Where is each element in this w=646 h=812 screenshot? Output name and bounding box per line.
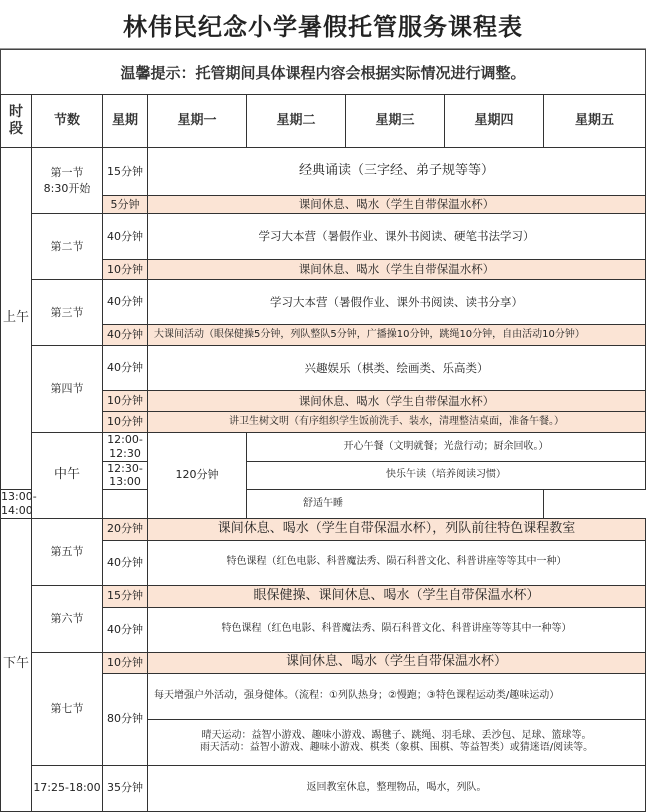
activity: 开心午餐（文明就餐；光盘行动；厨余回收。）: [247, 433, 646, 462]
duration: 40分钟: [103, 280, 148, 325]
period-morning: 上午: [1, 148, 32, 490]
noon-time: 12:30-13:00: [103, 461, 148, 490]
page-title: 林伟民纪念小学暑假托管服务课程表: [0, 0, 646, 49]
session-2: 第二节: [32, 214, 103, 280]
duration: 40分钟: [103, 607, 148, 652]
session-5: 第五节: [32, 518, 103, 585]
activity: 特色课程（红色电影、科普魔法秀、陨石科普文化、科普讲座等等其中一种）: [148, 540, 646, 585]
session-start: 8:30开始: [43, 181, 91, 195]
header-day-5: 星期五: [544, 95, 646, 148]
activity: 经典诵读（三字经、弟子规等等）: [148, 148, 646, 196]
duration: 10分钟: [103, 391, 148, 412]
rainy-activities: 雨天活动：益智小游戏、趣味小游戏、棋类（象棋、围棋、等益智类）或猜迷语/阅读等。: [199, 742, 594, 753]
session-4: 第四节: [32, 346, 103, 433]
noon-duration: 120分钟: [148, 433, 247, 519]
activity: 课间休息、喝水（学生自带保温水杯）: [148, 260, 646, 280]
schedule-table: [0, 94, 646, 812]
activity: 课间休息、喝水（学生自带保温水杯）: [148, 391, 646, 412]
duration: 40分钟: [103, 325, 148, 346]
duration: 40分钟: [103, 540, 148, 585]
activity: 课间休息、喝水（学生自带保温水杯）: [148, 196, 646, 214]
noon-time: 12:00-12:30: [103, 433, 148, 462]
table-row: [1, 214, 646, 260]
activity: 快乐午读（培养阅读习惯）: [247, 461, 646, 490]
header-row: [1, 95, 646, 148]
header-session: 节数: [32, 95, 103, 148]
activity: 讲卫生树文明（有序组织学生饭前洗手、装水，清理整洁桌面，准备午餐。）: [148, 412, 646, 433]
duration: 10分钟: [103, 260, 148, 280]
header-period: 时段: [1, 95, 32, 148]
table-row: [1, 433, 646, 462]
session-3: 第三节: [32, 280, 103, 346]
noon-time: 13:00-14:00: [1, 490, 37, 517]
duration: 40分钟: [103, 214, 148, 260]
notice-banner: 温馨提示：托管期间具体课程内容会根据实际情况进行调整。: [0, 49, 646, 95]
activity: 学习大本营（暑假作业、课外书阅读、硬笔书法学习）: [148, 214, 646, 260]
duration: 15分钟: [103, 148, 148, 196]
duration: 40分钟: [103, 346, 148, 391]
table-row: [1, 148, 646, 196]
duration: 20分钟: [103, 518, 148, 540]
activity: 课间休息、喝水（学生自带保温水杯），列队前往特色课程教室: [148, 518, 646, 540]
table-row: [1, 765, 646, 811]
header-day-4: 星期四: [445, 95, 544, 148]
activity: 兴趣娱乐（棋类、绘画类、乐高类）: [148, 346, 646, 391]
activity: 返回教室休息，整理物品，喝水，列队。: [148, 765, 646, 811]
duration: 10分钟: [103, 652, 148, 673]
duration: 15分钟: [103, 585, 148, 607]
activity: 课间休息、喝水（学生自带保温水杯）: [148, 652, 646, 673]
session-1: [32, 148, 103, 214]
period-afternoon: 下午: [1, 518, 32, 811]
activity-weather: [148, 719, 646, 765]
duration: 5分钟: [103, 196, 148, 214]
activity: 舒适午睡: [103, 490, 544, 519]
session-7: 第七节: [32, 652, 103, 765]
activity: 学习大本营（暑假作业、课外书阅读、读书分享）: [148, 280, 646, 325]
activity: 每天增强户外活动，强身健体。（流程：①列队热身；②慢跑；③特色课程运动类/趣味运动）: [148, 673, 646, 719]
sunny-activities: 晴天运动：益智小游戏、趣味小游戏、踢毽子、跳绳、羽毛球、丢沙包、足球、篮球等。: [201, 729, 592, 741]
duration: 10分钟: [103, 412, 148, 433]
header-day-1: 星期一: [148, 95, 247, 148]
end-time: 17:25-18:00: [32, 765, 103, 811]
table-row: [1, 346, 646, 391]
session-6: 第六节: [32, 585, 103, 652]
activity: 眼保健操、课间休息、喝水（学生自带保温水杯）: [148, 585, 646, 607]
duration: 80分钟: [103, 673, 148, 765]
period-noon: 中午: [32, 433, 103, 519]
table-row: [1, 280, 646, 325]
table-row: [1, 518, 646, 540]
activity: 特色课程（红色电影、科普魔法秀、陨石科普文化、科普讲座等等其中一种等）: [148, 607, 646, 652]
activity: 大课间活动（眼保健操5分钟，列队整队5分钟，广播操10分钟，跳绳10分钟，自由活动10分钟）: [148, 325, 646, 346]
header-day-2: 星期二: [247, 95, 346, 148]
table-row: [1, 652, 646, 673]
duration: 35分钟: [103, 765, 148, 811]
header-weekday: 星期: [103, 95, 148, 148]
header-day-3: 星期三: [346, 95, 445, 148]
table-row: [1, 585, 646, 607]
session-name: 第一节: [50, 166, 84, 180]
